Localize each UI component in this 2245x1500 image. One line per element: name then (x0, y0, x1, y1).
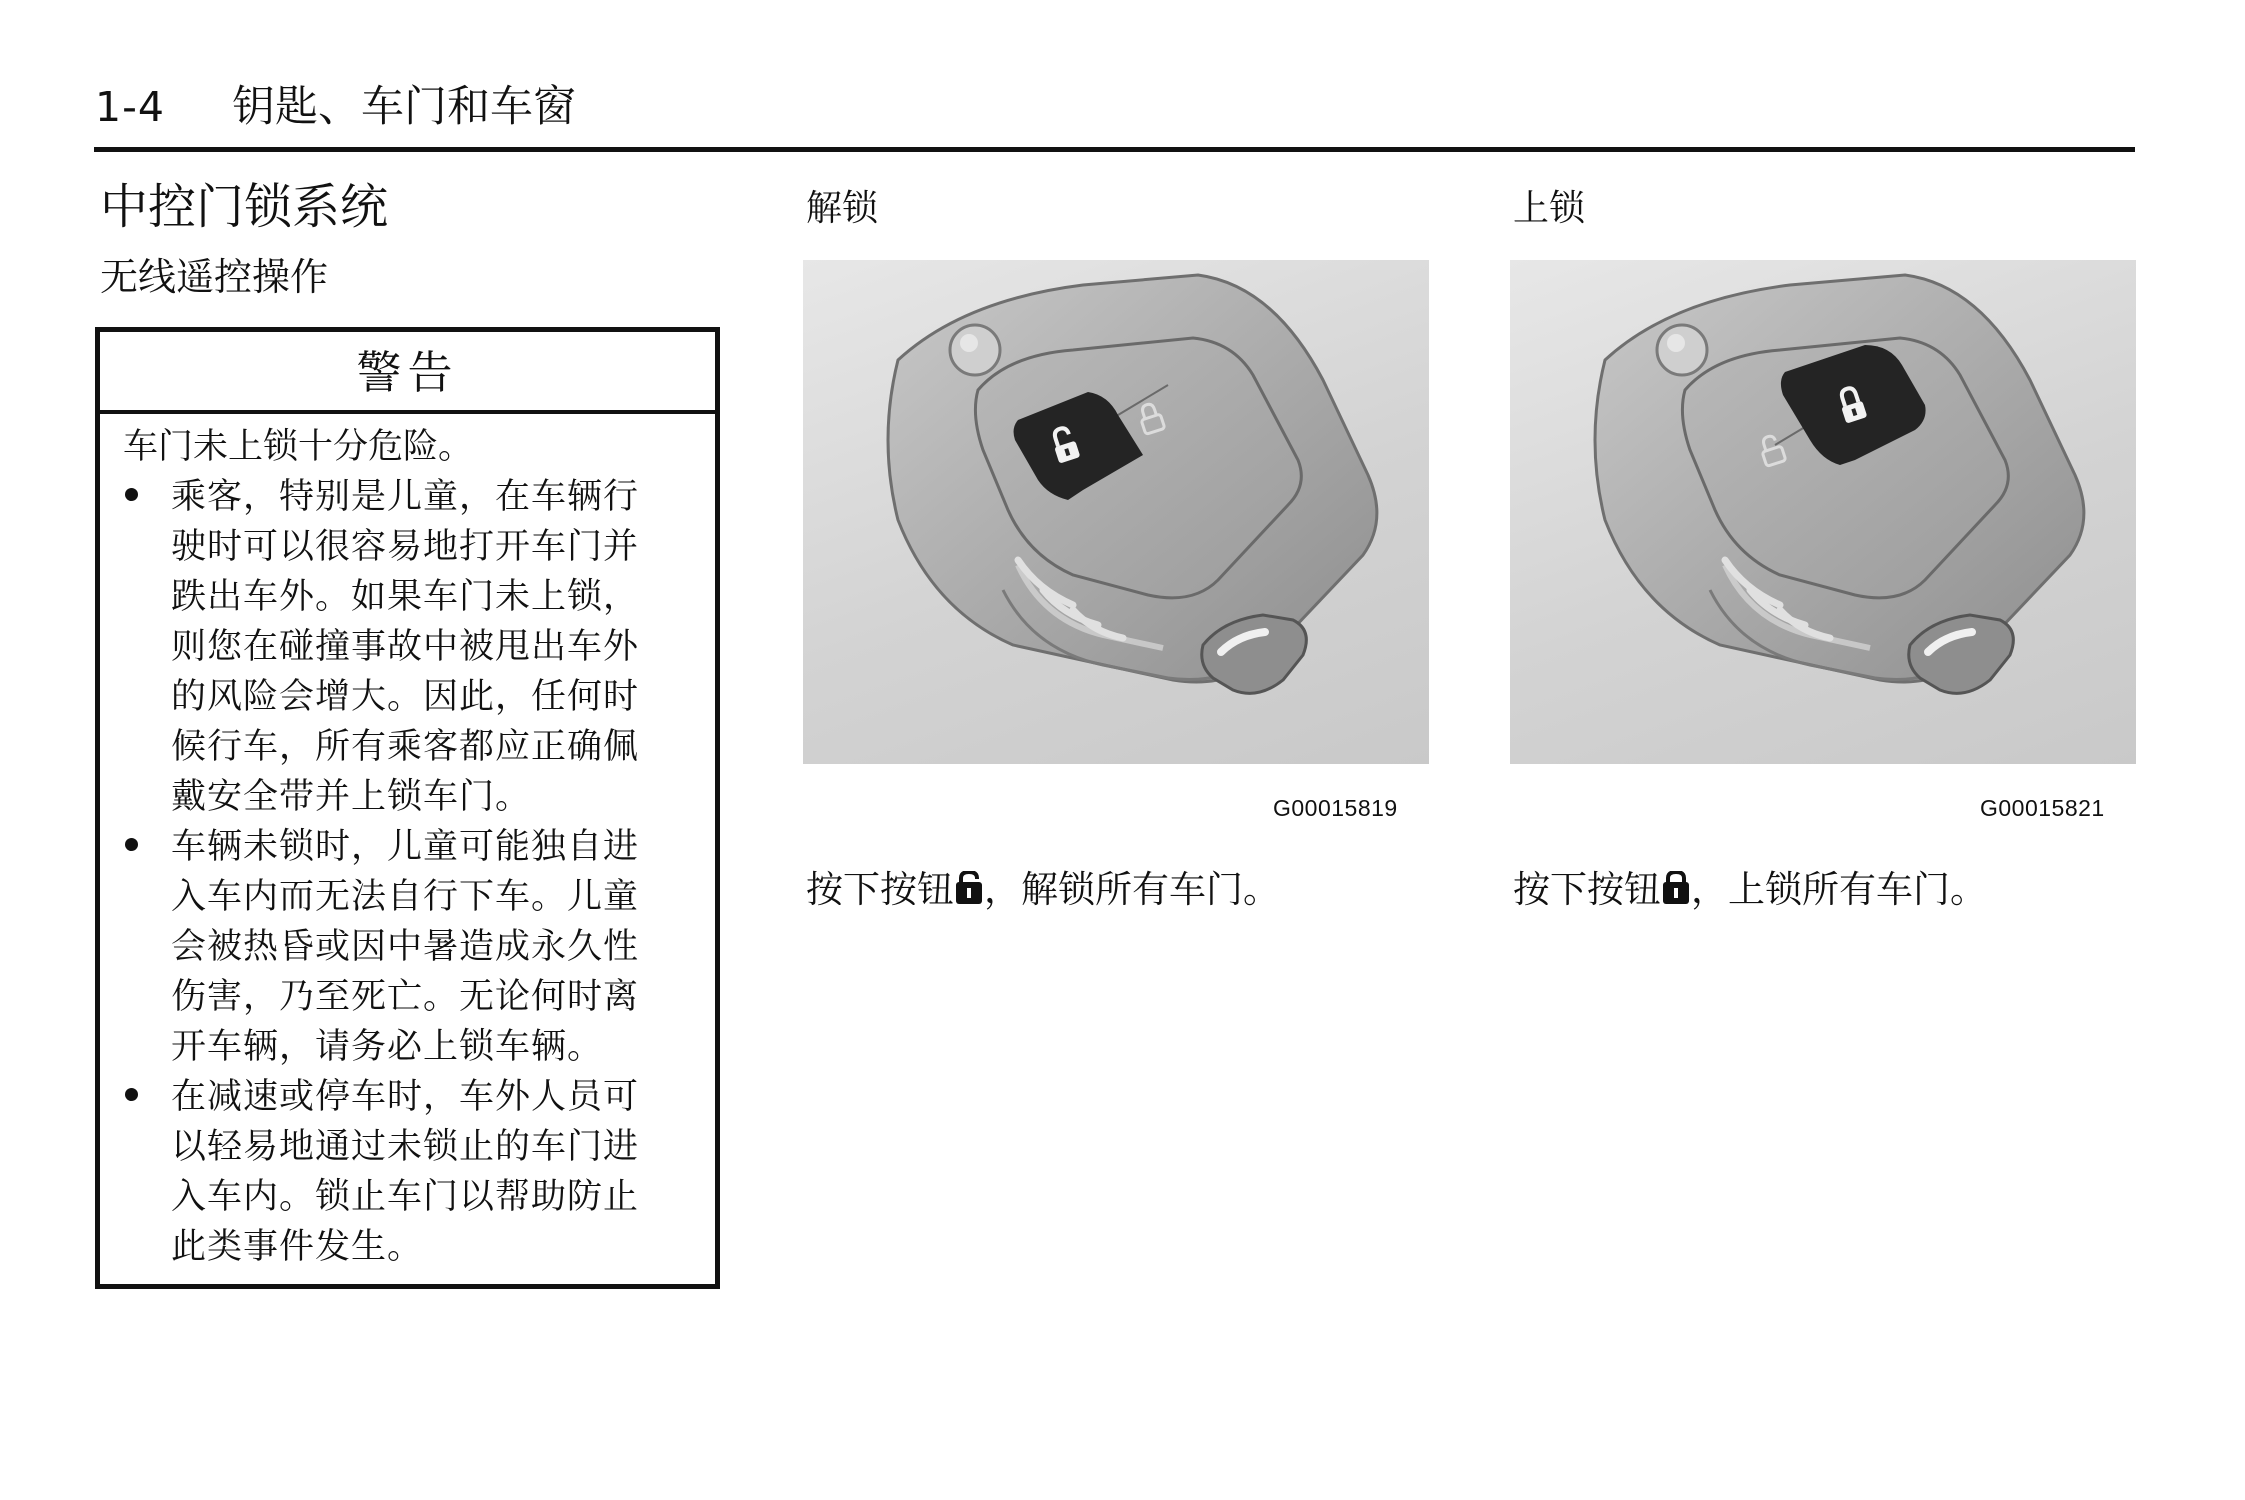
unlock-caption (806, 863, 1280, 917)
bullet-dot (125, 1088, 138, 1101)
bullet-line: 车辆未锁时，儿童可能独自进 (171, 827, 640, 867)
lock-figure-id: G00015821 (1980, 795, 2105, 821)
bullet-line: 在减速或停车时，车外人员可 (171, 1077, 640, 1117)
bullet-line: 则您在碰撞事故中被甩出车外 (171, 627, 640, 667)
warning-box (95, 327, 720, 1289)
warning-intro: 车门未上锁十分危险。 (123, 427, 474, 467)
bullet-line: 入车内而无法自行下车。儿童 (171, 877, 640, 917)
header-rule (94, 147, 2135, 152)
bullet-line: 驶时可以很容易地打开车门并 (171, 527, 640, 567)
bullet-line: 以轻易地通过未锁止的车门进 (171, 1127, 640, 1167)
bullet-line: 跌出车外。如果车门未上锁， (171, 577, 640, 617)
lock-icon (1662, 871, 1690, 905)
bullet-line: 开车辆，请务必上锁车辆。 (171, 1027, 604, 1067)
unlock-icon (955, 871, 983, 905)
bullet-line: 入车内。锁止车门以帮助防止 (171, 1177, 640, 1217)
lock-figure (1510, 260, 2136, 764)
bullet-line: 会被热昏或因中暑造成永久性 (171, 927, 640, 967)
bullet-line: 乘客，特别是儿童，在车辆行 (171, 477, 640, 517)
bullet-dot (125, 488, 138, 501)
warning-heading: 警告 (100, 332, 715, 414)
warning-body (100, 414, 715, 1284)
key-fob-lock-illustration (1510, 260, 2136, 764)
unlock-label: 解锁 (806, 188, 879, 229)
bullet-line: 的风险会增大。因此，任何时 (171, 677, 640, 717)
bullet-line: 伤害，乃至死亡。无论何时离 (171, 977, 640, 1017)
page-number: 1-4 (95, 83, 165, 131)
fob-top-button (1657, 325, 1707, 375)
lock-caption (1513, 863, 1987, 917)
unlock-figure (803, 260, 1429, 764)
unlock-figure-id: G00015819 (1273, 795, 1398, 821)
bullet-line: 戴安全带并上锁车门。 (171, 777, 532, 817)
chapter-title: 钥匙、车门和车窗 (232, 82, 576, 132)
bullet-line: 候行车，所有乘客都应正确佩 (171, 727, 640, 767)
lock-caption-prefix: 按下按钮 (1513, 868, 1661, 911)
lock-label: 上锁 (1513, 188, 1586, 229)
bullet-dot (125, 838, 138, 851)
fob-top-button (950, 325, 1000, 375)
lock-caption-suffix: ，上锁所有车门。 (1691, 868, 1987, 911)
section-title: 中控门锁系统 (100, 179, 389, 235)
unlock-caption-prefix: 按下按钮 (806, 868, 954, 911)
bullet-line: 此类事件发生。 (171, 1227, 424, 1267)
subsection-title: 无线遥控操作 (100, 255, 329, 299)
unlock-caption-suffix: ，解锁所有车门。 (984, 868, 1280, 911)
key-fob-unlock-illustration (803, 260, 1429, 764)
